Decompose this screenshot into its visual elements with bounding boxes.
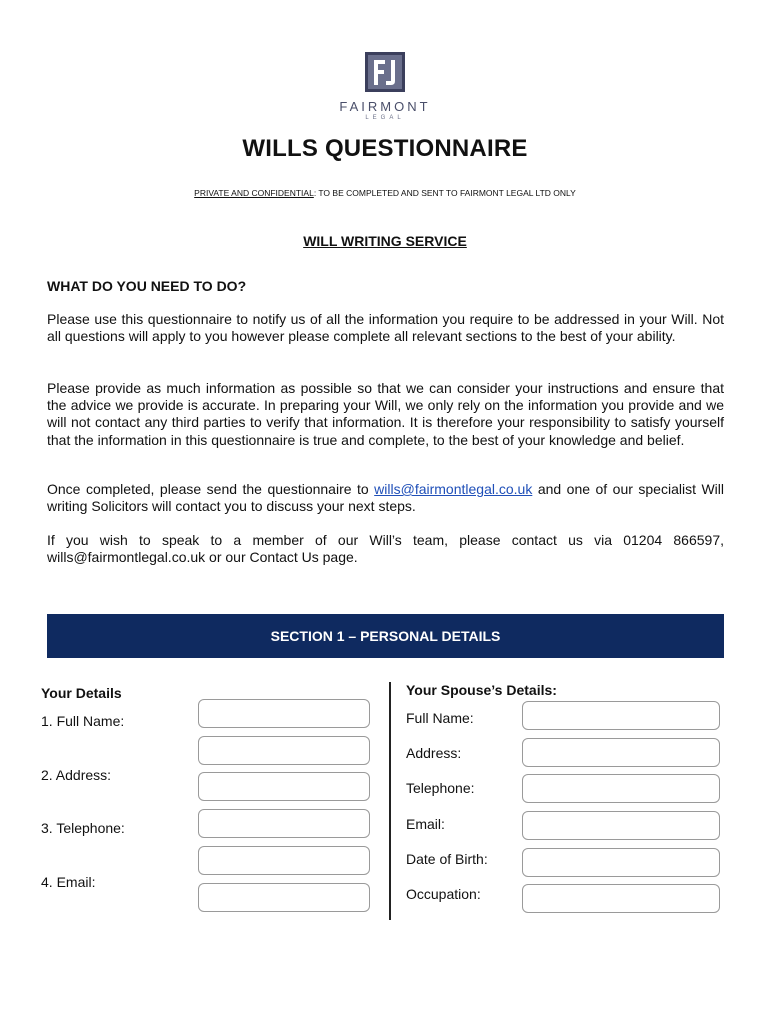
confidential-label: PRIVATE AND CONFIDENTIAL <box>194 188 314 198</box>
spouse-dob-field[interactable] <box>522 848 720 877</box>
spouse-dob-label: Date of Birth: <box>406 851 488 867</box>
section-1-title: SECTION 1 – PERSONAL DETAILS <box>270 628 501 644</box>
service-heading: WILL WRITING SERVICE <box>303 233 467 249</box>
spouse-full-name-label: Full Name: <box>406 710 474 726</box>
spouse-email-label: Email: <box>406 816 445 832</box>
telephone-label: 3. Telephone: <box>41 820 125 836</box>
email-field-line-2[interactable] <box>198 883 370 912</box>
spouse-telephone-label: Telephone: <box>406 780 475 796</box>
spouse-email-field[interactable] <box>522 811 720 840</box>
section-1-header <box>47 614 724 658</box>
full-name-label: 1. Full Name: <box>41 713 125 729</box>
page-title: WILLS QUESTIONNAIRE <box>242 135 528 162</box>
spouse-address-label: Address: <box>406 745 462 761</box>
spouse-details-heading: Your Spouse’s Details: <box>406 682 557 698</box>
company-logo <box>0 52 770 121</box>
send-text-before: Once completed, please send the questionnaire to <box>47 481 375 497</box>
column-divider <box>389 682 391 920</box>
email-label: 4. Email: <box>41 874 96 890</box>
spouse-occupation-label: Occupation: <box>406 886 481 902</box>
telephone-field[interactable] <box>198 809 370 838</box>
logo-subtitle: LEGAL <box>365 115 405 121</box>
address-field-line-2[interactable] <box>198 772 370 801</box>
send-paragraph <box>47 481 724 515</box>
email-link[interactable]: wills@fairmontlegal.co.uk <box>374 481 533 497</box>
fl-monogram-icon <box>365 52 405 97</box>
confidential-text: : TO BE COMPLETED AND SENT TO FAIRMONT LEGAL LTD ONLY <box>313 188 576 198</box>
spouse-telephone-field[interactable] <box>522 774 720 803</box>
contact-paragraph: If you wish to speak to a member of our Will’s team, please contact us via 01204 866597, wills@fairmontlegal.co.uk or our Contact Us page. <box>47 532 724 566</box>
confidential-notice <box>0 188 770 198</box>
send-text-after: and one of our specialist Will writing Solicitors will contact you to discuss your next steps. <box>47 481 725 515</box>
full-name-field[interactable] <box>198 699 370 728</box>
logo-name: FAIRMONT <box>339 99 431 114</box>
spouse-occupation-field[interactable] <box>522 884 720 913</box>
email-field-line-1[interactable] <box>198 846 370 875</box>
information-paragraph: Please provide as much information as possible so that we can consider your instructions and ensure that the advice we provide is accurate. In preparing your Will, we only rely on the information you provide and we will not contact any third parties to verify that information. It is therefore your responsibility to satisfy yourself that the information in this questionnaire is true and complete, to the best of your knowledge and belief. <box>47 380 724 448</box>
your-details-heading: Your Details <box>41 685 122 701</box>
address-label: 2. Address: <box>41 767 112 783</box>
spouse-full-name-field[interactable] <box>522 701 720 730</box>
intro-paragraph: Please use this questionnaire to notify us of all the information you require to be addressed in your Will. Not all questions will apply to you however please complete all relevant sections to the best of your ability. <box>47 311 724 345</box>
address-field-line-1[interactable] <box>198 736 370 765</box>
what-heading: WHAT DO YOU NEED TO DO? <box>47 278 247 294</box>
spouse-address-field[interactable] <box>522 738 720 767</box>
